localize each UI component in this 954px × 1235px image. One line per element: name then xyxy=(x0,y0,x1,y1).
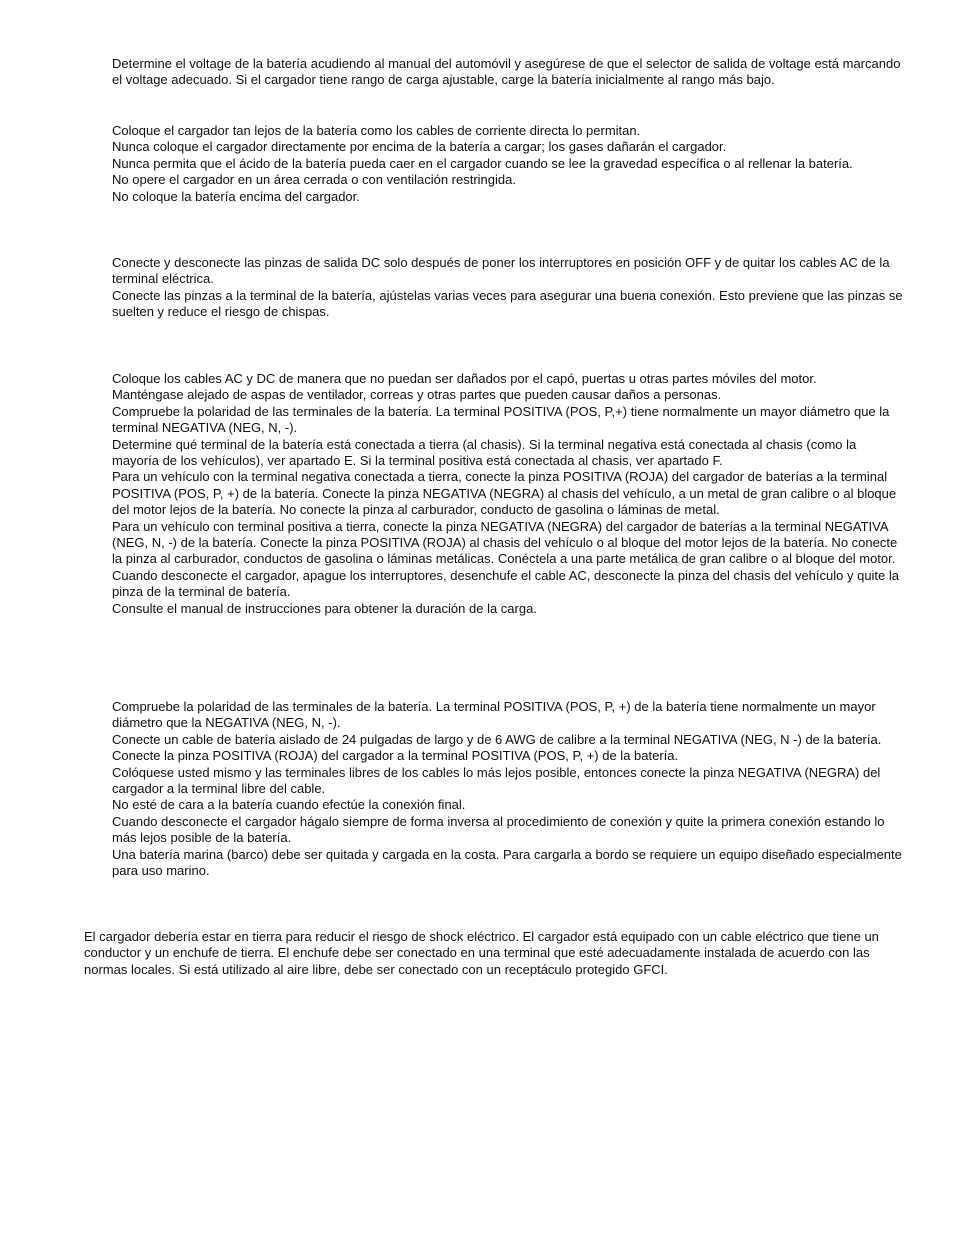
section-grounding xyxy=(84,929,906,978)
paragraph: Conecte la pinza POSITIVA (ROJA) del cargador a la terminal POSITIVA (POS, P, +) de la batería. xyxy=(112,748,679,764)
paragraph: No opere el cargador en un área cerrada o con ventilación restringida. xyxy=(112,172,516,188)
paragraph: El cargador debería estar en tierra para reducir el riesgo de shock eléctrico. El cargador está equipado con un cable eléctrico que tiene un conductor y un enchufe de tierra. El enchufe debe ser conectado en una terminal que esté adecuadamente instalada de acuerdo con las normas locales. Si está utilizado al aire libre, debe ser conectado con un receptáculo protegido GFCI. xyxy=(84,929,879,977)
paragraph: Una batería marina (barco) debe ser quitada y cargada en la costa. Para cargarla a bordo se requiere un equipo diseñado especialmente para uso marino. xyxy=(112,846,902,879)
paragraph: Para un vehículo con terminal positiva a tierra, conecte la pinza NEGATIVA (NEGRA) del cargador de baterías a la terminal NEGATIVA (NEG, N, -) de la batería. Conecte la pinza POSITIVA (ROJA) al chasis del vehículo o al bloque del motor lejos de la batería. No conecte la pinza al carburador, conductos de gasolina o láminas metálicas. Conéctela a una parte metálica de gran calibre o al bloque del motor. xyxy=(112,518,898,567)
paragraph: Determine qué terminal de la batería está conectada a tierra (al chasis). Si la terminal negativa está conectada al chasis (como la mayoría de los vehículos), ver apartado E. Si la terminal positiva está conectada al chasis, ver apartado F. xyxy=(112,436,857,469)
section-outside-vehicle xyxy=(112,699,904,879)
paragraph: No coloque la batería encima del cargador. xyxy=(112,188,360,204)
paragraph: Conecte las pinzas a la terminal de la batería, ajústelas varias veces para asegurar una buena conexión. Esto previene que las pinzas se suelten y reduce el riesgo de chispas. xyxy=(112,287,903,320)
paragraph: Consulte el manual de instrucciones para obtener la duración de la carga. xyxy=(112,600,537,616)
paragraph: Compruebe la polaridad de las terminales de la batería. La terminal POSITIVA (POS, P, +) de la batería tiene normalmente un mayor diámetro que la NEGATIVA (NEG, N, -). xyxy=(112,699,876,731)
section-placement xyxy=(112,123,904,205)
paragraph: No esté de cara a la batería cuando efectúe la conexión final. xyxy=(112,797,466,813)
paragraph: Cuando desconecte el cargador hágalo siempre de forma inversa al procedimiento de conexión y quite la primera conexión estando lo más lejos posible de la batería. xyxy=(112,813,885,846)
paragraph: Conecte un cable de batería aislado de 24 pulgadas de largo y de 6 AWG de calibre a la terminal NEGATIVA (NEG, N -) de la batería. xyxy=(112,731,882,747)
section-vehicle-connection xyxy=(112,371,904,617)
paragraph: Conecte y desconecte las pinzas de salida DC solo después de poner los interruptores en posición OFF y de quitar los cables AC de la terminal eléctrica. xyxy=(112,255,890,287)
paragraph: Manténgase alejado de aspas de ventilador, correas y otras partes que pueden causar daños a personas. xyxy=(112,387,722,403)
paragraph: Cuando desconecte el cargador, apague los interruptores, desenchufe el cable AC, desconecte la pinza del chasis del vehículo y quite la pinza de la terminal de batería. xyxy=(112,567,900,600)
section-dc-clamps xyxy=(112,255,904,321)
paragraph: Nunca permita que el ácido de la batería pueda caer en el cargador cuando se lee la gravedad específica o al rellenar la batería. xyxy=(112,155,853,171)
paragraph: Colóquese usted mismo y las terminales libres de los cables lo más lejos posible, entonces conecte la pinza NEGATIVA (NEGRA) del cargador a la terminal libre del cable. xyxy=(112,764,881,797)
paragraph: Para un vehículo con la terminal negativa conectada a tierra, conecte la pinza POSITIVA (ROJA) del cargador de baterías a la terminal POSITIVA (POS, P, +) de la batería. Conecte la pinza NEGATIVA (NEGRA) al chasis del vehículo, a un metal de gran calibre o al bloque del motor lejos de la batería. No conecte la pinza al carburador, conducto de gasolina o láminas de metal. xyxy=(112,469,897,518)
paragraph: Coloque el cargador tan lejos de la batería como los cables de corriente directa lo permitan. xyxy=(112,123,641,138)
paragraph: Coloque los cables AC y DC de manera que no puedan ser dañados por el capó, puertas u otras partes móviles del motor. xyxy=(112,371,817,386)
paragraph: Nunca coloque el cargador directamente por encima de la batería a cargar; los gases dañarán el cargador. xyxy=(112,139,727,155)
section-voltage xyxy=(112,56,904,89)
paragraph: Compruebe la polaridad de las terminales de la batería. La terminal POSITIVA (POS, P,+) tiene normalmente un mayor diámetro que la terminal NEGATIVA (NEG, N, -). xyxy=(112,403,890,436)
paragraph: Determine el voltage de la batería acudiendo al manual del automóvil y asegúrese de que el selector de salida de voltage está marcando el voltage adecuado. Si el cargador tiene rango de carga ajustable, carge la batería inicialmente al rango más bajo. xyxy=(112,56,901,88)
